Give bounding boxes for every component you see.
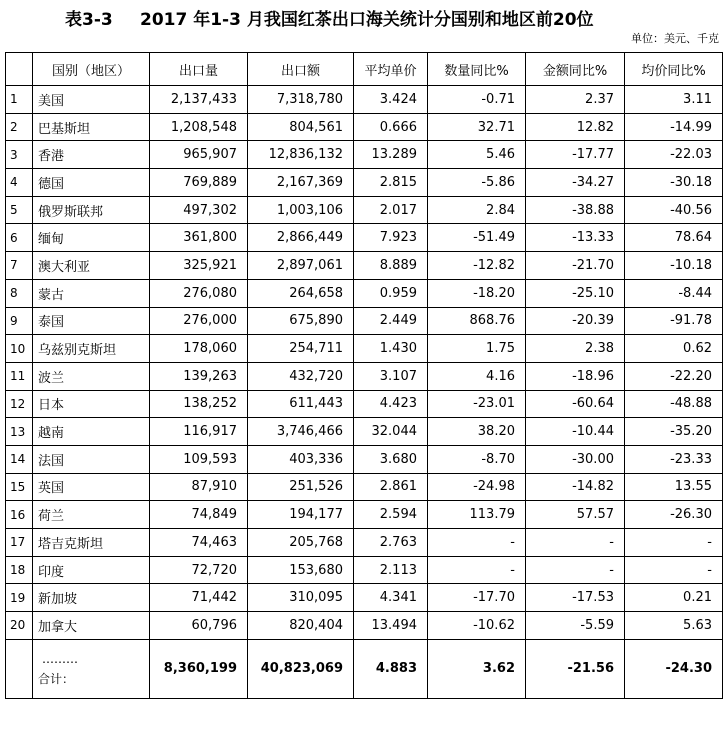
unit-price-cell: 1.430 <box>354 335 428 363</box>
table-row <box>6 169 723 197</box>
total-row <box>6 639 723 698</box>
total-export-volume: 8,360,199 <box>150 639 248 698</box>
export-volume-cell: 178,060 <box>150 335 248 363</box>
region-cell: 越南 <box>33 418 150 446</box>
value-yoy-cell: -38.88 <box>526 196 625 224</box>
table-row <box>6 529 723 557</box>
export-volume-cell: 74,849 <box>150 501 248 529</box>
export-volume-cell: 71,442 <box>150 584 248 612</box>
region-cell: 印度 <box>33 556 150 584</box>
region-cell: 德国 <box>33 169 150 197</box>
price-yoy-cell: -14.99 <box>625 113 723 141</box>
price-yoy-cell: - <box>625 556 723 584</box>
export-value-cell: 611,443 <box>248 390 354 418</box>
table-row <box>6 445 723 473</box>
volume-yoy-cell: -10.62 <box>428 612 526 640</box>
row-index-cell: 17 <box>6 529 33 557</box>
price-yoy-cell: -48.88 <box>625 390 723 418</box>
price-yoy-cell: 78.64 <box>625 224 723 252</box>
export-volume-cell: 116,917 <box>150 418 248 446</box>
price-yoy-cell: -22.03 <box>625 141 723 169</box>
export-value-cell: 12,836,132 <box>248 141 354 169</box>
region-cell: 荷兰 <box>33 501 150 529</box>
export-value-cell: 205,768 <box>248 529 354 557</box>
region-cell: 香港 <box>33 141 150 169</box>
row-index-cell: 14 <box>6 445 33 473</box>
export-value-cell: 264,658 <box>248 279 354 307</box>
table-row <box>6 307 723 335</box>
price-yoy-cell: -10.18 <box>625 252 723 280</box>
table-row <box>6 141 723 169</box>
region-cell: 乌兹别克斯坦 <box>33 335 150 363</box>
export-volume-cell: 1,208,548 <box>150 113 248 141</box>
table-row <box>6 473 723 501</box>
header-index <box>6 53 33 86</box>
unit-price-cell: 3.424 <box>354 86 428 114</box>
value-yoy-cell: - <box>526 556 625 584</box>
value-yoy-cell: -18.96 <box>526 362 625 390</box>
table-row <box>6 224 723 252</box>
unit-price-cell: 8.889 <box>354 252 428 280</box>
row-index-cell: 7 <box>6 252 33 280</box>
total-dots: ……… <box>42 651 78 666</box>
unit-price-cell: 2.815 <box>354 169 428 197</box>
row-index-cell: 9 <box>6 307 33 335</box>
unit-price-cell: 2.113 <box>354 556 428 584</box>
region-cell: 日本 <box>33 390 150 418</box>
row-index-cell: 3 <box>6 141 33 169</box>
volume-yoy-cell: -5.86 <box>428 169 526 197</box>
table-row <box>6 390 723 418</box>
export-volume-cell: 276,080 <box>150 279 248 307</box>
row-index-cell: 4 <box>6 169 33 197</box>
export-value-cell: 153,680 <box>248 556 354 584</box>
table-row <box>6 86 723 114</box>
header-region: 国别（地区） <box>33 53 150 86</box>
export-value-cell: 3,746,466 <box>248 418 354 446</box>
unit-price-cell: 2.763 <box>354 529 428 557</box>
value-yoy-cell: -13.33 <box>526 224 625 252</box>
export-volume-cell: 965,907 <box>150 141 248 169</box>
export-value-cell: 194,177 <box>248 501 354 529</box>
value-yoy-cell: -21.70 <box>526 252 625 280</box>
volume-yoy-cell: 5.46 <box>428 141 526 169</box>
row-index-cell: 12 <box>6 390 33 418</box>
export-value-cell: 403,336 <box>248 445 354 473</box>
export-value-cell: 7,318,780 <box>248 86 354 114</box>
region-cell: 新加坡 <box>33 584 150 612</box>
table-row <box>6 113 723 141</box>
value-yoy-cell: -25.10 <box>526 279 625 307</box>
export-value-cell: 820,404 <box>248 612 354 640</box>
unit-price-cell: 4.423 <box>354 390 428 418</box>
volume-yoy-cell: -18.20 <box>428 279 526 307</box>
price-yoy-cell: 0.21 <box>625 584 723 612</box>
region-cell: 缅甸 <box>33 224 150 252</box>
total-volume-yoy: 3.62 <box>428 639 526 698</box>
volume-yoy-cell: 868.76 <box>428 307 526 335</box>
table-row <box>6 279 723 307</box>
unit-price-cell: 13.494 <box>354 612 428 640</box>
export-value-cell: 2,866,449 <box>248 224 354 252</box>
value-yoy-cell: 57.57 <box>526 501 625 529</box>
unit-price-cell: 13.289 <box>354 141 428 169</box>
price-yoy-cell: 5.63 <box>625 612 723 640</box>
export-volume-cell: 325,921 <box>150 252 248 280</box>
value-yoy-cell: -10.44 <box>526 418 625 446</box>
row-index-cell: 15 <box>6 473 33 501</box>
volume-yoy-cell: 1.75 <box>428 335 526 363</box>
unit-price-cell: 2.594 <box>354 501 428 529</box>
volume-yoy-cell: - <box>428 529 526 557</box>
row-index-cell: 20 <box>6 612 33 640</box>
table-row <box>6 362 723 390</box>
volume-yoy-cell: 113.79 <box>428 501 526 529</box>
region-cell: 塔吉克斯坦 <box>33 529 150 557</box>
volume-yoy-cell: -0.71 <box>428 86 526 114</box>
value-yoy-cell: -17.77 <box>526 141 625 169</box>
export-volume-cell: 74,463 <box>150 529 248 557</box>
price-yoy-cell: 0.62 <box>625 335 723 363</box>
unit-price-cell: 2.449 <box>354 307 428 335</box>
export-volume-cell: 139,263 <box>150 362 248 390</box>
price-yoy-cell: 3.11 <box>625 86 723 114</box>
total-export-value: 40,823,069 <box>248 639 354 698</box>
unit-price-cell: 0.959 <box>354 279 428 307</box>
header-volume-yoy: 数量同比% <box>428 53 526 86</box>
price-yoy-cell: -35.20 <box>625 418 723 446</box>
value-yoy-cell: -17.53 <box>526 584 625 612</box>
table-title <box>0 2 725 28</box>
volume-yoy-cell: -17.70 <box>428 584 526 612</box>
region-cell: 英国 <box>33 473 150 501</box>
table-row <box>6 252 723 280</box>
region-cell: 巴基斯坦 <box>33 113 150 141</box>
value-yoy-cell: 2.37 <box>526 86 625 114</box>
price-yoy-cell: - <box>625 529 723 557</box>
unit-price-cell: 32.044 <box>354 418 428 446</box>
table-row <box>6 584 723 612</box>
volume-yoy-cell: -12.82 <box>428 252 526 280</box>
export-value-cell: 804,561 <box>248 113 354 141</box>
header-price-yoy: 均价同比% <box>625 53 723 86</box>
value-yoy-cell: 2.38 <box>526 335 625 363</box>
export-volume-cell: 361,800 <box>150 224 248 252</box>
export-volume-cell: 769,889 <box>150 169 248 197</box>
volume-yoy-cell: 4.16 <box>428 362 526 390</box>
unit-price-cell: 0.666 <box>354 113 428 141</box>
value-yoy-cell: -34.27 <box>526 169 625 197</box>
unit-price-cell: 3.107 <box>354 362 428 390</box>
export-volume-cell: 109,593 <box>150 445 248 473</box>
unit-price-cell: 3.680 <box>354 445 428 473</box>
volume-yoy-cell: -8.70 <box>428 445 526 473</box>
region-cell: 蒙古 <box>33 279 150 307</box>
volume-yoy-cell: - <box>428 556 526 584</box>
value-yoy-cell: -60.64 <box>526 390 625 418</box>
row-index-cell: 11 <box>6 362 33 390</box>
row-index-cell: 8 <box>6 279 33 307</box>
value-yoy-cell: -5.59 <box>526 612 625 640</box>
total-label-cell <box>33 639 150 698</box>
export-value-cell: 254,711 <box>248 335 354 363</box>
row-index-cell: 6 <box>6 224 33 252</box>
table-title-text: 2017 年1-3 月我国红茶出口海关统计分国别和地区前20位 <box>140 10 594 30</box>
price-yoy-cell: -23.33 <box>625 445 723 473</box>
total-index-cell <box>6 639 33 698</box>
total-unit-price: 4.883 <box>354 639 428 698</box>
row-index-cell: 1 <box>6 86 33 114</box>
price-yoy-cell: 13.55 <box>625 473 723 501</box>
region-cell: 俄罗斯联邦 <box>33 196 150 224</box>
header-unit-price: 平均单价 <box>354 53 428 86</box>
unit-note: 单位：美元、千克 <box>631 32 719 45</box>
export-value-cell: 1,003,106 <box>248 196 354 224</box>
export-volume-cell: 497,302 <box>150 196 248 224</box>
export-volume-cell: 276,000 <box>150 307 248 335</box>
region-cell: 澳大利亚 <box>33 252 150 280</box>
volume-yoy-cell: -23.01 <box>428 390 526 418</box>
table-row <box>6 196 723 224</box>
header-export-value: 出口额 <box>248 53 354 86</box>
table-row <box>6 418 723 446</box>
value-yoy-cell: - <box>526 529 625 557</box>
total-label: 合计： <box>38 671 75 686</box>
row-index-cell: 13 <box>6 418 33 446</box>
table-row <box>6 501 723 529</box>
export-volume-cell: 72,720 <box>150 556 248 584</box>
volume-yoy-cell: 38.20 <box>428 418 526 446</box>
unit-price-cell: 4.341 <box>354 584 428 612</box>
row-index-cell: 2 <box>6 113 33 141</box>
export-volume-cell: 138,252 <box>150 390 248 418</box>
volume-yoy-cell: 32.71 <box>428 113 526 141</box>
region-cell: 波兰 <box>33 362 150 390</box>
export-value-cell: 675,890 <box>248 307 354 335</box>
price-yoy-cell: -40.56 <box>625 196 723 224</box>
price-yoy-cell: -26.30 <box>625 501 723 529</box>
export-value-cell: 2,167,369 <box>248 169 354 197</box>
total-value-yoy: -21.56 <box>526 639 625 698</box>
table-number: 表3-3 <box>65 10 113 30</box>
value-yoy-cell: 12.82 <box>526 113 625 141</box>
price-yoy-cell: -22.20 <box>625 362 723 390</box>
row-index-cell: 16 <box>6 501 33 529</box>
region-cell: 美国 <box>33 86 150 114</box>
header-export-volume: 出口量 <box>150 53 248 86</box>
table-row <box>6 556 723 584</box>
volume-yoy-cell: 2.84 <box>428 196 526 224</box>
export-volume-cell: 2,137,433 <box>150 86 248 114</box>
export-value-cell: 2,897,061 <box>248 252 354 280</box>
header-row <box>6 53 723 86</box>
row-index-cell: 10 <box>6 335 33 363</box>
unit-price-cell: 2.017 <box>354 196 428 224</box>
price-yoy-cell: -8.44 <box>625 279 723 307</box>
row-index-cell: 5 <box>6 196 33 224</box>
export-volume-cell: 60,796 <box>150 612 248 640</box>
export-volume-cell: 87,910 <box>150 473 248 501</box>
price-yoy-cell: -30.18 <box>625 169 723 197</box>
export-table <box>5 52 723 699</box>
row-index-cell: 18 <box>6 556 33 584</box>
value-yoy-cell: -14.82 <box>526 473 625 501</box>
region-cell: 泰国 <box>33 307 150 335</box>
region-cell: 法国 <box>33 445 150 473</box>
table-row <box>6 335 723 363</box>
volume-yoy-cell: -24.98 <box>428 473 526 501</box>
total-price-yoy: -24.30 <box>625 639 723 698</box>
region-cell: 加拿大 <box>33 612 150 640</box>
export-value-cell: 251,526 <box>248 473 354 501</box>
table-body <box>6 86 723 640</box>
table-row <box>6 612 723 640</box>
export-value-cell: 432,720 <box>248 362 354 390</box>
value-yoy-cell: -30.00 <box>526 445 625 473</box>
value-yoy-cell: -20.39 <box>526 307 625 335</box>
row-index-cell: 19 <box>6 584 33 612</box>
price-yoy-cell: -91.78 <box>625 307 723 335</box>
volume-yoy-cell: -51.49 <box>428 224 526 252</box>
header-value-yoy: 金额同比% <box>526 53 625 86</box>
unit-price-cell: 2.861 <box>354 473 428 501</box>
export-value-cell: 310,095 <box>248 584 354 612</box>
unit-price-cell: 7.923 <box>354 224 428 252</box>
